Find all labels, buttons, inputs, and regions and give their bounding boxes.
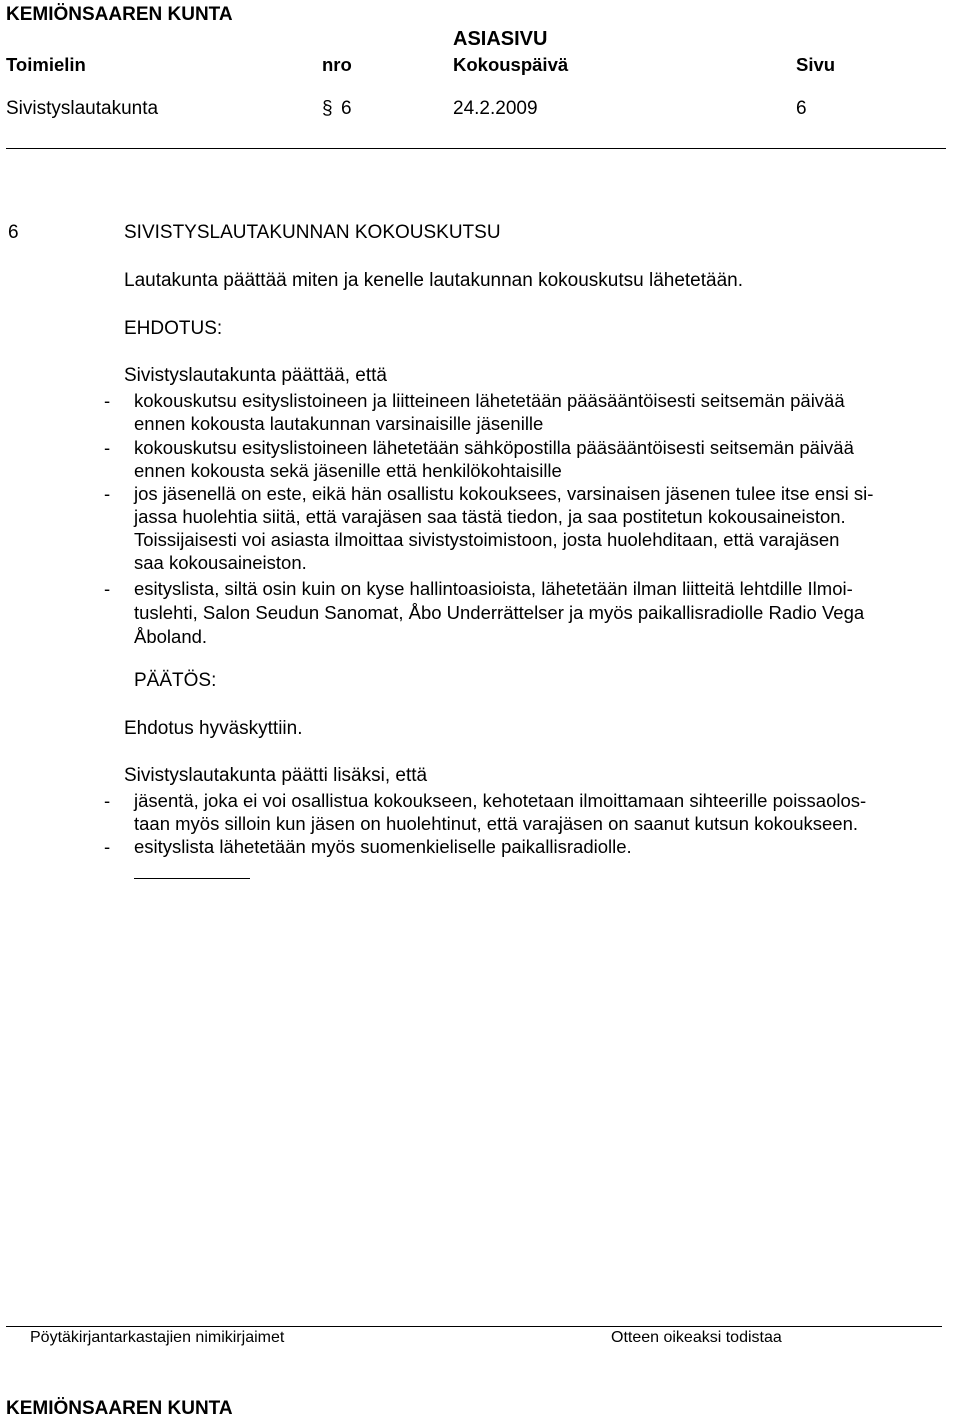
decision-heading: PÄÄTÖS: bbox=[134, 670, 217, 691]
text-line: kokouskutsu esityslistoineen lähetetään sähköpostilla pääsääntöisesti seitsemän päivää bbox=[134, 437, 854, 458]
text-line: ennen kokousta lautakunnan varsinaisille jäsenille bbox=[134, 413, 544, 434]
text-line: saa kokousaineiston. bbox=[134, 552, 307, 573]
footer-initials-label: Pöytäkirjantarkastajien nimikirjaimet bbox=[30, 1329, 285, 1346]
footer-rule bbox=[6, 1326, 942, 1327]
decision-lead: Sivistyslautakunta päätti lisäksi, että bbox=[124, 765, 428, 786]
decision-text: Ehdotus hyväskyttiin. bbox=[124, 718, 303, 739]
col-label-nro: nro bbox=[322, 54, 352, 75]
text-line: Åboland. bbox=[134, 626, 208, 647]
text-line: kokouskutsu esityslistoineen ja liitteineen lähetetään pääsääntöisesti seitsemän päivää bbox=[134, 390, 845, 411]
meta-date: 24.2.2009 bbox=[453, 98, 538, 119]
org-name-header: KEMIÖNSAAREN KUNTA bbox=[6, 4, 233, 25]
bullet-dash: - bbox=[104, 836, 111, 857]
text-line: jäsentä, joka ei voi osallistua kokoukseen, kehotetaan ilmoittamaan sihteerille poissaolos- bbox=[134, 790, 867, 811]
proposal-item-3 bbox=[134, 482, 873, 574]
text-line: jassa huolehtia siitä, että varajäsen saa tästä tiedon, ja saa postitetun kokousaineiston. bbox=[134, 506, 846, 527]
text-line: tuslehti, Salon Seudun Sanomat, Åbo Underrättelser ja myös paikallisradiolle Radio Vega bbox=[134, 602, 865, 623]
meta-section-sign: § bbox=[322, 98, 333, 119]
proposal-heading: EHDOTUS: bbox=[124, 318, 223, 339]
col-label-page: Sivu bbox=[796, 54, 836, 75]
header-rule bbox=[6, 148, 946, 149]
page-type-label: ASIASIVU bbox=[453, 28, 548, 50]
meta-body: Sivistyslautakunta bbox=[6, 98, 159, 119]
section-title: SIVISTYSLAUTAKUNNAN KOKOUSKUTSU bbox=[124, 222, 501, 243]
org-name-footer: KEMIÖNSAAREN KUNTA bbox=[6, 1398, 233, 1419]
text-line: Toissijaisesti voi asiasta ilmoittaa sivistystoimistoon, josta huolehditaan, että varajäsen bbox=[134, 529, 840, 550]
proposal-item-2 bbox=[134, 436, 854, 482]
bullet-dash: - bbox=[104, 483, 111, 504]
intro-text: Lautakunta päättää miten ja kenelle lautakunnan kokouskutsu lähetetään. bbox=[124, 270, 744, 291]
bullet-dash: - bbox=[104, 578, 111, 599]
meta-nro: 6 bbox=[341, 98, 352, 119]
decision-item-2 bbox=[134, 835, 632, 858]
bullet-dash: - bbox=[104, 437, 111, 458]
text-line: taan myös silloin kun jäsen on huolehtinut, että varajäsen on saanut kutsun kokoukseen. bbox=[134, 813, 859, 834]
text-line: jos jäsenellä on este, eikä hän osallistu kokouksees, varsinaisen jäsenen tulee itse ensi si- bbox=[134, 483, 874, 504]
proposal-item-1 bbox=[134, 389, 845, 435]
text-line: esityslista, siltä osin kuin on kyse hallintoasioista, lähetetään ilman liitteitä lehtdille Ilmoi- bbox=[134, 578, 853, 599]
decision-item-1 bbox=[134, 789, 866, 835]
end-rule bbox=[134, 878, 250, 879]
proposal-lead: Sivistyslautakunta päättää, että bbox=[124, 365, 387, 386]
proposal-item-4 bbox=[134, 577, 864, 649]
footer-certification-label: Otteen oikeaksi todistaa bbox=[611, 1329, 782, 1346]
bullet-dash: - bbox=[104, 790, 111, 811]
text-line: ennen kokousta sekä jäsenille että henkilökohtaisille bbox=[134, 460, 562, 481]
bullet-dash: - bbox=[104, 390, 111, 411]
col-label-body: Toimielin bbox=[6, 54, 86, 75]
col-label-date: Kokouspäivä bbox=[453, 54, 569, 75]
text-line: esityslista lähetetään myös suomenkieliselle paikallisradiolle. bbox=[134, 836, 632, 857]
section-number: 6 bbox=[8, 222, 19, 243]
meta-page: 6 bbox=[796, 98, 807, 119]
